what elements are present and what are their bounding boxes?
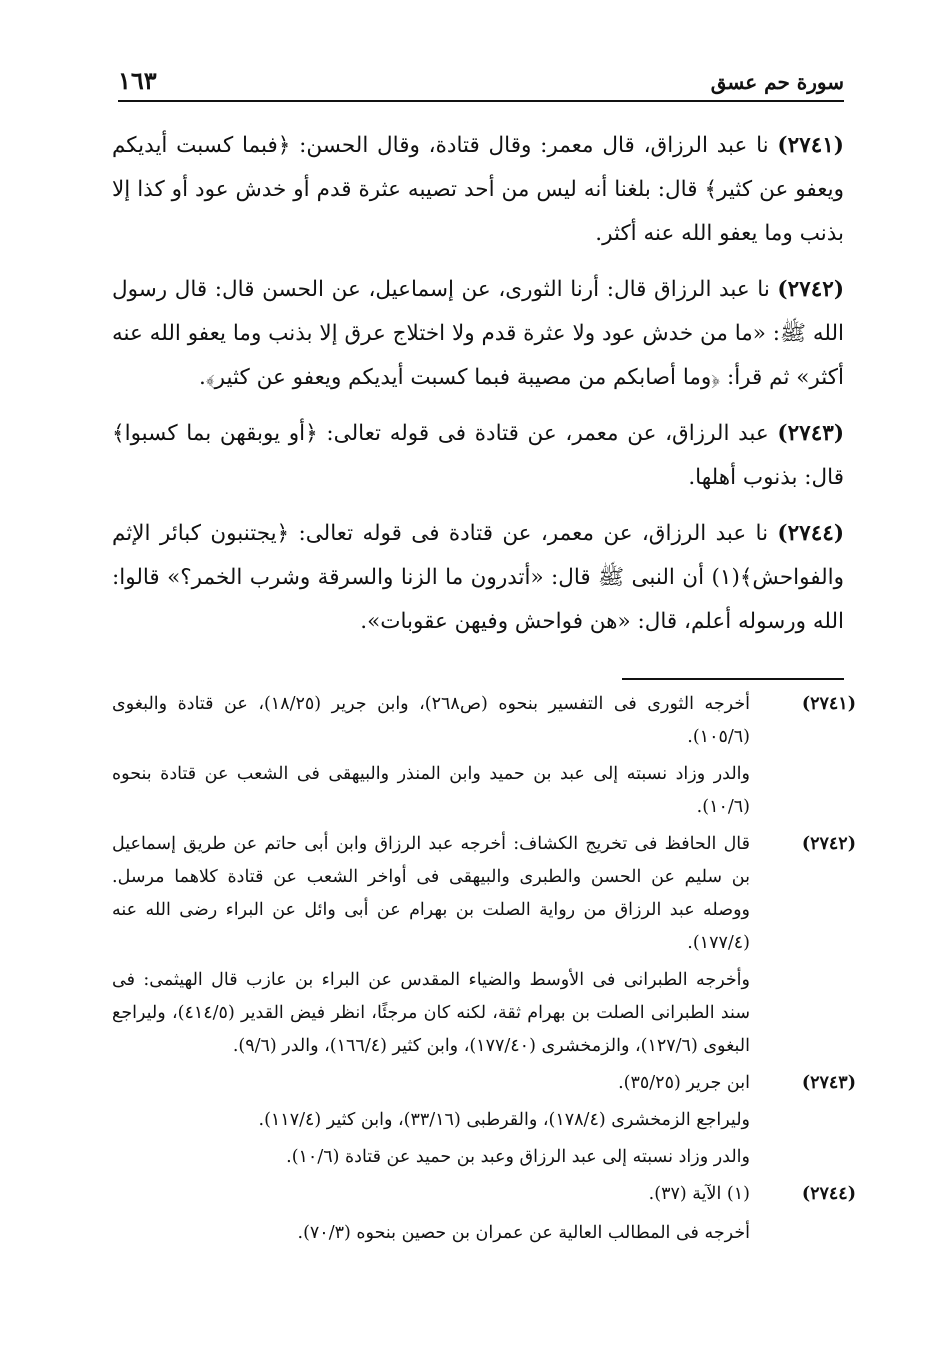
footnote (112, 1178, 856, 1250)
footnote-paragraph: أخرجه الثورى فى التفسير بنحوه (ص٢٦٨)، وابن جرير (١٨/٢٥)، عن قتادة والبغوى (١٠٥/٦). (112, 694, 751, 747)
footnote-paragraph: قال الحافظ فى تخريج الكشاف: أخرجه عبد الرزاق وابن أبى حاتم عن طريق إسماعيل بن سليم عن الحسن والطبرى والبيهقى فى أواخر الشعب عن قتادة كلاهما مرسل. ووصله عبد الرزاق من رواية الصلت بن بهرام عن أبى وائل عن البراء رضى الله عنه (١٧٧/٤). (112, 834, 750, 953)
footnote-text (112, 688, 750, 824)
hadith-paragraph (112, 512, 844, 644)
hadith-paragraph (112, 412, 844, 500)
hadith-number: (٢٧٤٤) (777, 521, 844, 546)
footnote-number: (٢٧٤٢) (801, 834, 856, 854)
hadith-text: نا عبد الرزاق، عن معمر، عن قتادة فى قوله تعالى: ﴿يجتنبون كبائر الإثم والفواحش﴾(١) أن النبى ﷺ قال: «أتدرون ما الزنا والسرقة وشرب الخمر؟» قالوا: الله ورسوله أعلم، قال: «هن فواحش وفيهن عقوبات». (112, 521, 844, 634)
footnote (112, 688, 856, 824)
footnote-text (112, 1067, 750, 1174)
hadith-text: عبد الرزاق، عن معمر، عن قتادة فى قوله تعالى: ﴿أو يوبقهن بما كسبوا﴾ قال: بذنوب أهلها. (112, 421, 844, 490)
footnote-paragraph: (١) الآية (٣٧). (648, 1184, 750, 1204)
footnote (112, 1067, 856, 1174)
surah-title: سورة حم عسق (710, 70, 844, 94)
footnote-paragraph: أخرجه فى المطالب العالية عن عمران بن حصين بنحوه (٧٠/٣). (297, 1223, 750, 1243)
footnote-text (112, 1178, 750, 1250)
footnotes (112, 688, 856, 1256)
page-number: ١٦٣ (118, 66, 157, 95)
main-text (112, 124, 844, 656)
footnote-number: (٢٧٤٣) (801, 1073, 856, 1093)
hadith-number: (٢٧٤٢) (777, 277, 844, 302)
footnote-paragraph: ابن جرير (٣٥/٢٥). (618, 1073, 750, 1093)
hadith-number: (٢٧٤١) (777, 133, 844, 158)
footnote-paragraph: والدر وزاد نسبته إلى عبد بن حميد وابن المنذر والبيهقى فى الشعب عن قتادة بنحوه (١٠/٦). (112, 764, 750, 817)
footnote-text (112, 828, 750, 1063)
hadith-paragraph (112, 124, 844, 256)
footnote-paragraph: والدر وزاد نسبته إلى عبد الرزاق وعبد بن حميد عن قتادة (١٠/٦). (286, 1147, 750, 1167)
hadith-text: نا عبد الرزاق، قال معمر: وقال قتادة، وقال الحسن: ﴿فبما كسبت أيديكم ويعفو عن كثير﴾ قال: بلغنا أنه ليس من أحد تصيبه عثرة قدم أو خدش عود أو كذا إلا بذنب وما يعفو الله عنه أكثر. (112, 133, 844, 246)
footnote-paragraph: وليراجع الزمخشرى (١٧٨/٤)، والقرطبى (٣٣/١٦)، وابن كثير (١١٧/٤). (258, 1110, 750, 1130)
footnote (112, 828, 856, 1063)
page-header (118, 66, 844, 102)
footnote-number: (٢٧٤١) (801, 694, 856, 714)
hadith-paragraph (112, 268, 844, 400)
footnote-number: (٢٧٤٤) (801, 1184, 856, 1204)
hadith-number: (٢٧٤٣) (777, 421, 844, 446)
footnote-paragraph: وأخرجه الطبرانى فى الأوسط والضياء المقدس عن البراء بن عازب قال الهيثمى: فى سند الطبرانى الصلت بن بهرام ثقة، لكنه كان مرجئًا، انظر فيض القدير (٤١٤/٥)، وليراجع البغوى (١٢٧/٦)، والزمخشرى (١٧٧/٤٠)، وابن كثير (١٦٦/٤)، والدر (٩/٦). (112, 970, 750, 1056)
hadith-text: نا عبد الرزاق قال: أرنا الثورى، عن إسماعيل، عن الحسن قال: قال رسول الله ﷺ: «ما من خدش عود ولا عثرة قدم ولا اختلاج عرق إلا بذنب وما يعفو الله عنه أكثر» ثم قرأ: ﴿وما أصابكم من مصيبة فبما كسبت أيديكم ويعفو عن كثير﴾. (112, 277, 844, 390)
footnote-separator (622, 678, 844, 680)
